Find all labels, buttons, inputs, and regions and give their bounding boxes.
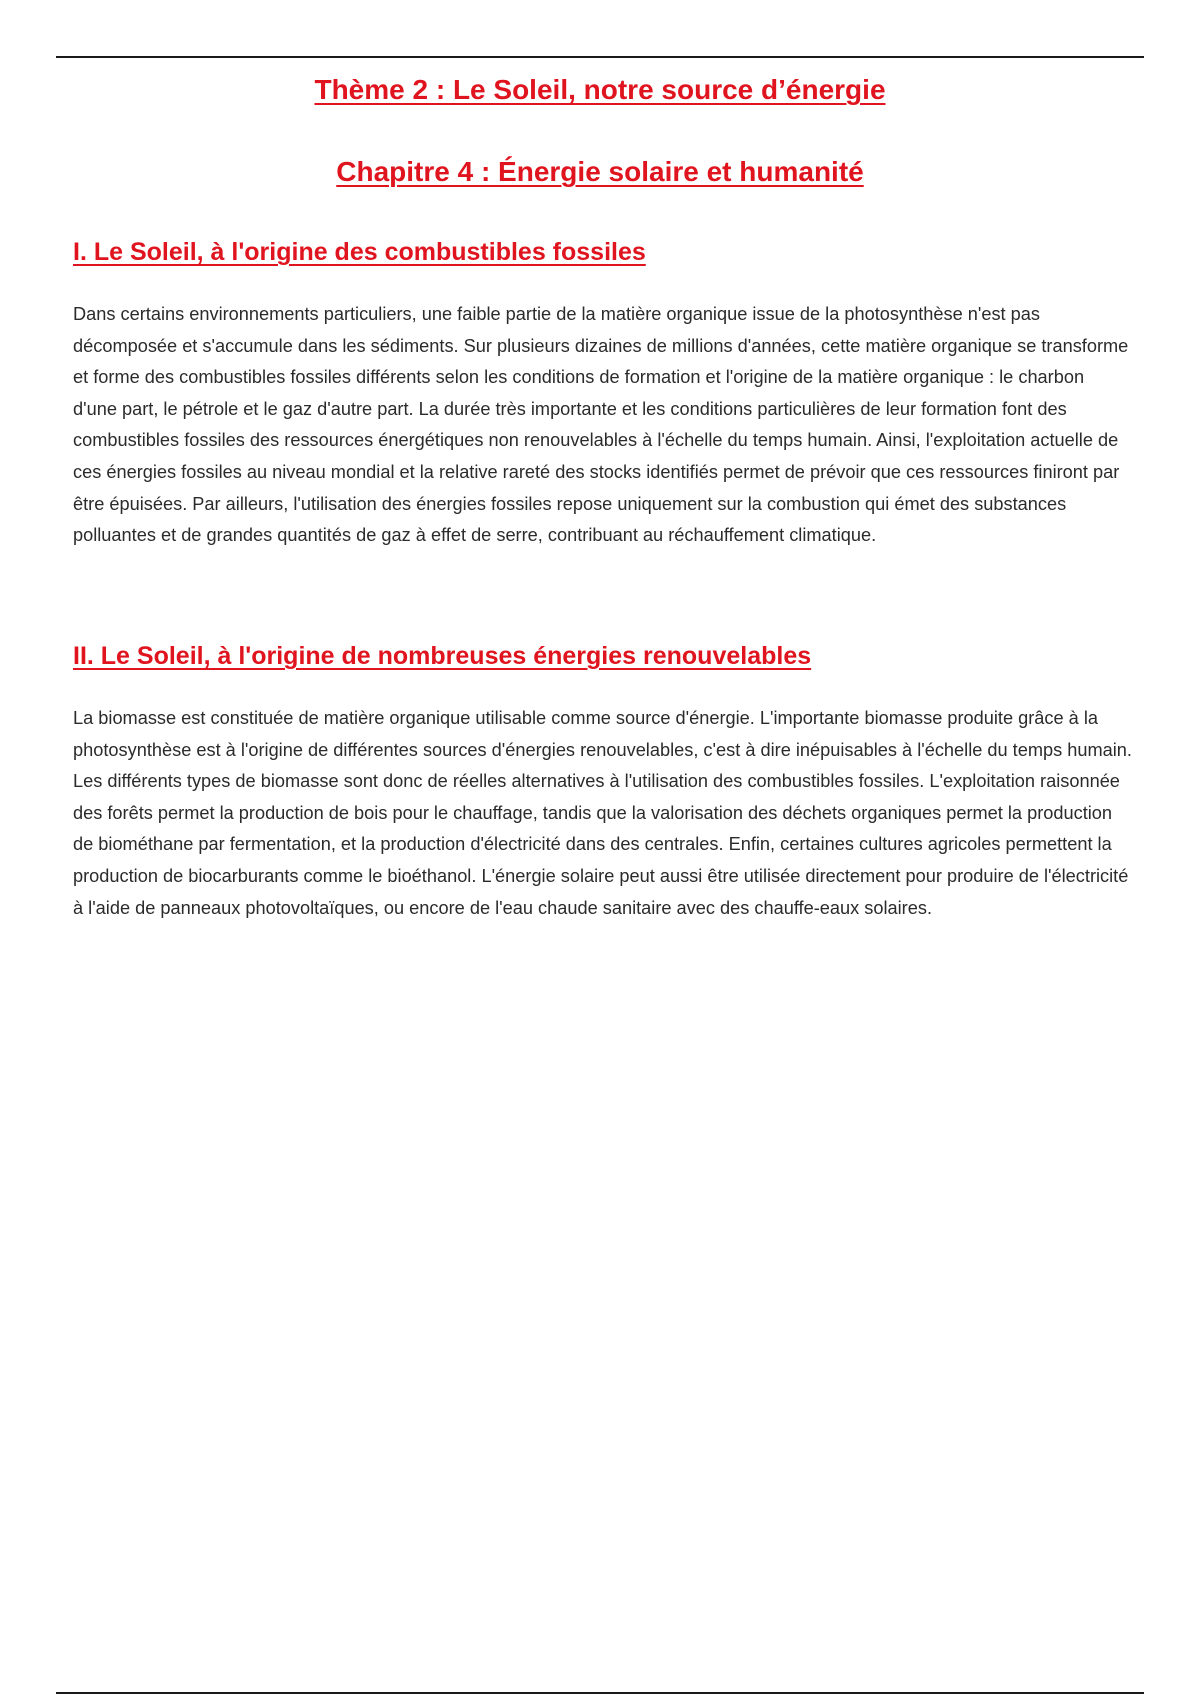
theme-title-text: Thème 2 : Le Soleil, notre source d’énergie [314,74,886,105]
theme-title [0,74,1200,106]
chapter-title [0,156,1200,188]
section-1-paragraph: Dans certains environnements particuliers, une faible partie de la matière organique issue de la photosynthèse n'est pas décomposée et s'accumule dans les sédiments. Sur plusieurs dizaines de millions d'années, cette matière organique se transforme et forme des combustibles fossiles différents selon les conditions de formation et l'origine de la matière organique : le charbon d'une part, le pétrole et le gaz d'autre part. La durée très importante et les conditions particulières de leur formation font des combustibles fossiles des ressources énergétiques non renouvelables à l'échelle du temps humain. Ainsi, l'exploitation actuelle de ces énergies fossiles au niveau mondial et la relative rareté des stocks identifiés permet de prévoir que ces ressources finiront par être épuisées. Par ailleurs, l'utilisation des énergies fossiles repose uniquement sur la combustion qui émet des substances polluantes et de grandes quantités de gaz à effet de serre, contribuant au réchauffement climatique. [73,304,1129,546]
section-1-heading: I. Le Soleil, à l'origine des combustibles fossiles [73,238,646,266]
section-2-heading: II. Le Soleil, à l'origine de nombreuses énergies renouvelables [73,642,812,670]
bottom-rule [56,1692,1144,1694]
section-2-paragraph: La biomasse est constituée de matière organique utilisable comme source d'énergie. L'importante biomasse produite grâce à la photosynthèse est à l'origine de différentes sources d'énergies renouvelables, c'est à dire inépuisables à l'échelle du temps humain. Les différents types de biomasse sont donc de réelles alternatives à l'utilisation des combustibles fossiles. L'exploitation raisonnée des forêts permet la production de bois pour le chauffage, tandis que la valorisation des déchets organiques permet la production de biométhane par fermentation, et la production d'électricité dans des centrales. Enfin, certaines cultures agricoles permettent la production de biocarburants comme le bioéthanol. L'énergie solaire peut aussi être utilisée directement pour produire de l'électricité à l'aide de panneaux photovoltaïques, ou encore de l'eau chaude sanitaire avec des chauffe-eaux solaires. [73,708,1132,918]
chapter-title-text: Chapitre 4 : Énergie solaire et humanité [336,156,864,187]
top-rule [56,56,1144,58]
